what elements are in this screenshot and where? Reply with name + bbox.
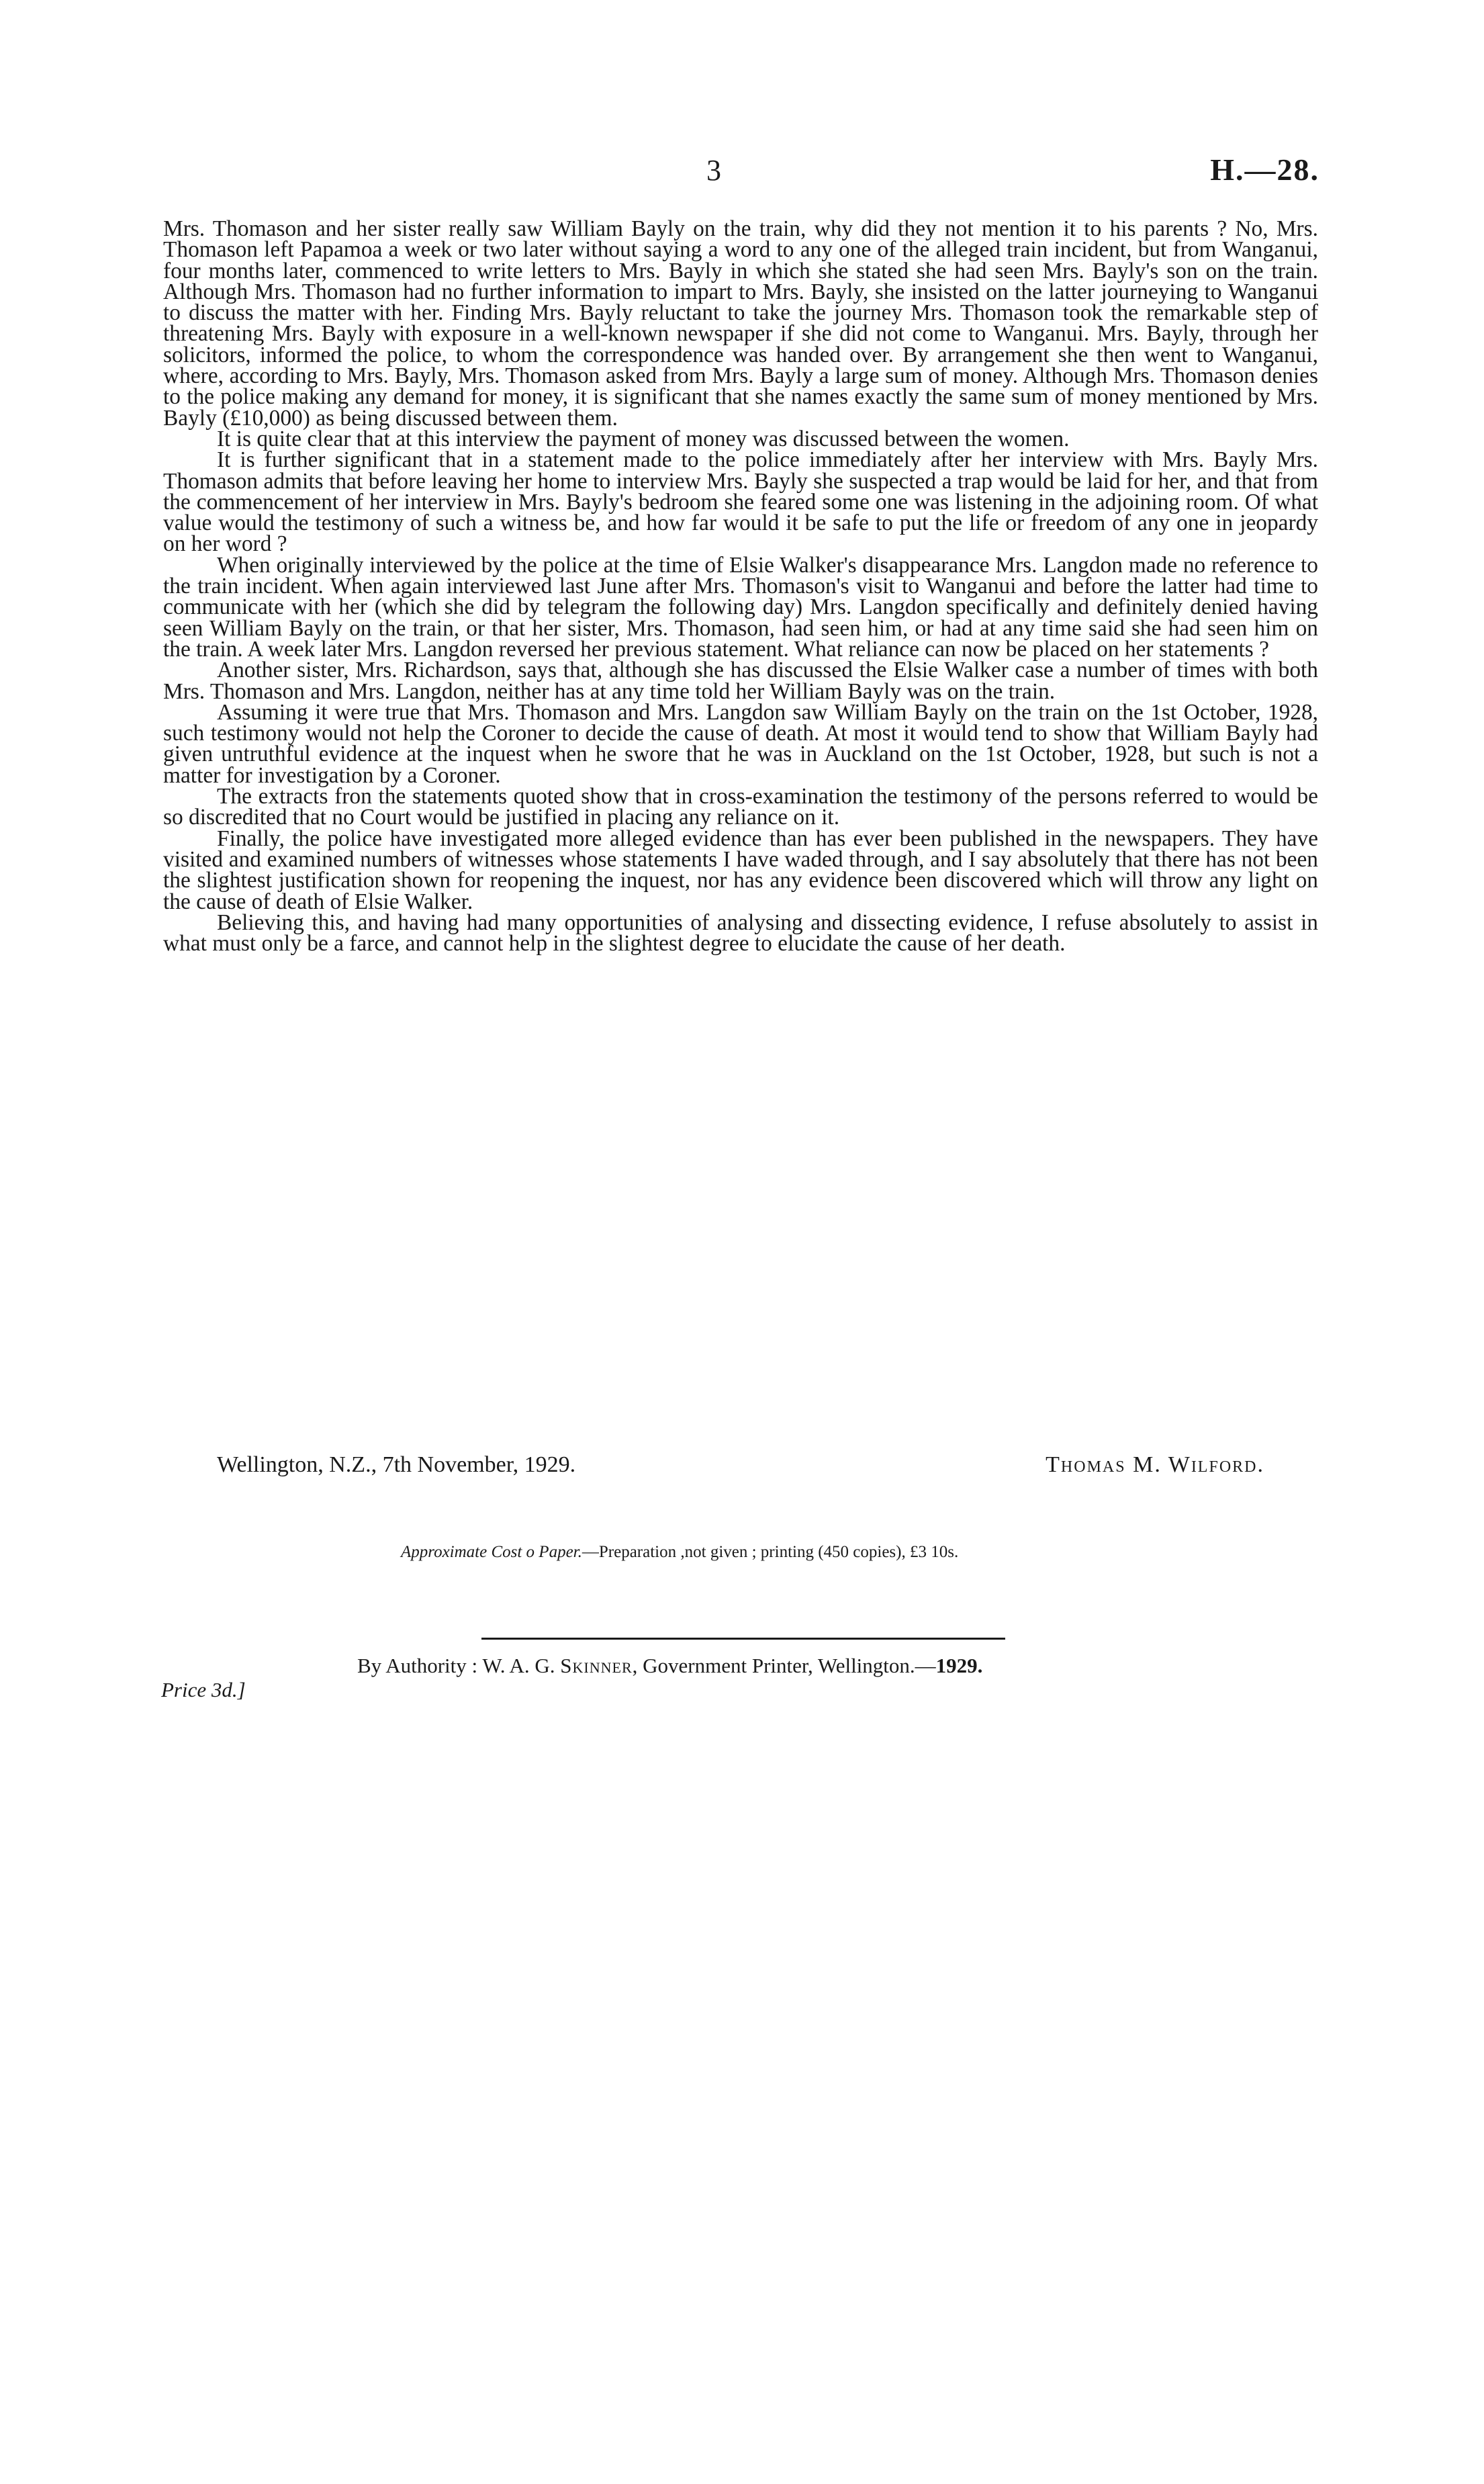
paper-code: H.—28.	[1210, 152, 1319, 187]
paragraph: The extracts fron the statements quoted show that in cross-examination the testimony of the persons referred to would be so discredited that no Court would be justified in placing any reliance on it.	[163, 784, 1318, 830]
place-date: Wellington, N.Z., 7th November, 1929.	[217, 1452, 576, 1477]
report-body	[163, 216, 1318, 957]
paragraph: Believing this, and having had many opportunities of analysing and dissecting evidence, I refuse absolutely to assist in what must only be a farce, and cannot help in the slightest degree to elucidate the cause of her death.	[163, 910, 1318, 957]
imprint-printer: Skinner	[560, 1654, 633, 1677]
paragraph: Another sister, Mrs. Richardson, says that, although she has discussed the Elsie Walker case a number of times with both Mrs. Thomason and Mrs. Langdon, neither has at any time told her William Bayly was on the train.	[163, 658, 1318, 704]
signature: Thomas M. Wilford.	[1046, 1452, 1264, 1477]
imprint-middle: , Government Printer, Wellington.—	[632, 1654, 936, 1677]
paragraph: Mrs. Thomason and her sister really saw William Bayly on the train, why did they not mention it to his parents ? No, Mrs. Thomason left Papamoa a week or two later without saying a word to any one of the alleged train incident, but from Wanganui, four months later, commenced to write letters to Mrs. Bayly in which she stated she had seen Mrs. Bayly's son on the train. Although Mrs. Thomason had no further information to impart to Mrs. Bayly, she insisted on the latter journeying to Wanganui to discuss the matter with her. Finding Mrs. Bayly reluctant to take the journey Mrs. Thomason took the remarkable step of threatening Mrs. Bayly with exposure in a well-known newspaper if she did not come to Wanganui. Mrs. Bayly, through her solicitors, informed the police, to whom the correspondence was handed over. By arrangement she then went to Wanganui, where, according to Mrs. Bayly, Mrs. Thomason asked from Mrs. Bayly a large sum of money. Although Mrs. Thomason denies to the police making any demand for money, it is significant that she names exactly the same sum of money mentioned by Mrs. Bayly (£10,000) as being discussed between them.	[163, 216, 1318, 431]
paragraph: Finally, the police have investigated more alleged evidence than has ever been published in the newspapers. They have visited and examined numbers of witnesses whose statements I have waded through, and I say absolutely that there has not been the slightest justification shown for reopening the inquest, nor has any evidence been discovered which will throw any light on the cause of death of Elsie Walker.	[163, 826, 1318, 914]
paragraph: Assuming it were true that Mrs. Thomason and Mrs. Langdon saw William Bayly on the train on the 1st October, 1928, such testimony would not help the Coroner to decide the cause of death. At most it would tend to show that William Bayly had given untruthful evidence at the inquest when he swore that he was in Auckland on the 1st October, 1928, but such is not a matter for investigation by a Coroner.	[163, 699, 1318, 788]
price: Price 3d.]	[161, 1678, 246, 1701]
imprint-prefix: By Authority : W. A. G.	[357, 1654, 555, 1677]
cost-note-label: Approximate Cost o Paper.	[401, 1543, 582, 1561]
paragraph: When originally interviewed by the police at the time of Elsie Walker's disappearance Mrs. Langdon made no reference to the train incident. When again interviewed last June after Mrs. Thomason's visit to Wanganui and before the latter had time to communicate with her (which she did by telegram the following day) Mrs. Langdon specifically and definitely denied having seen William Bayly on the train, or that her sister, Mrs. Thomason, had seen him, or had at any time said she had seen him on the train. A week later Mrs. Langdon reversed her previous statement. What reliance can now be placed on her statements ?	[163, 552, 1318, 662]
cost-note	[401, 1543, 958, 1562]
cost-note-text: —Preparation ,not given ; printing (450 copies), £3 10s.	[582, 1543, 959, 1561]
imprint	[357, 1654, 982, 1678]
paragraph: It is further significant that in a statement made to the police immediately after her interview with Mrs. Bayly Mrs. Thomason admits that before leaving her home to interview Mrs. Bayly she suspected a trap would be laid for her, and that from the commencement of her interview in Mrs. Bayly's bedroom she feared some one was listening in the adjoining room. Of what value would the testimony of such a witness be, and how far would it be safe to put the life or freedom of any one in jeopardy on her word ?	[163, 447, 1318, 557]
imprint-year: 1929.	[935, 1654, 983, 1677]
page-number: 3	[706, 154, 722, 187]
paragraph: It is quite clear that at this interview the payment of money was discussed between the women.	[217, 426, 1070, 451]
signoff	[217, 1452, 1264, 1478]
divider-rule	[481, 1638, 1005, 1640]
